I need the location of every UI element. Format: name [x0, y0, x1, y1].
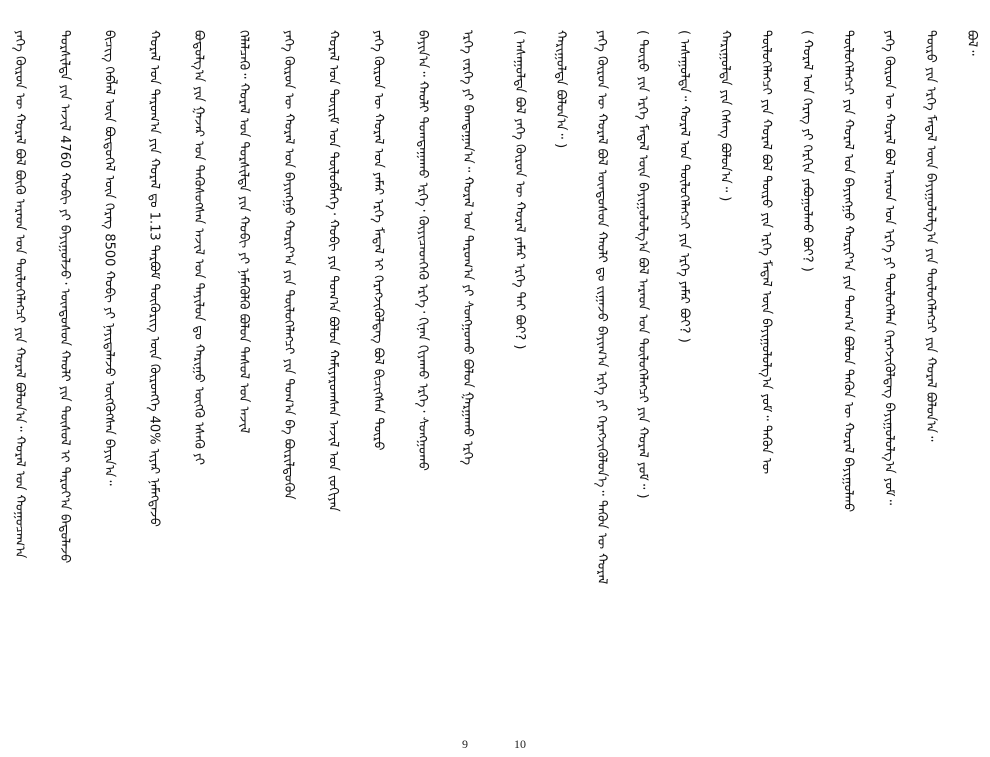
text-column: ᠪᠣᠳᠣᠯᠭ᠎ᠠ ᠶᠢᠨ ᠭᠠᠵᠠᠷ ᠤᠨ ᠲᠡᠭᠦᠰᠦᠭᠰᠡᠨ ᠠᠵᠢᠯ ᠤᠨ ᠲᠠᠶᠢᠯᠤᠨ ᠳᠤ ᠬᠠᠷᠢᠭᠤ ᠥᠭᠬᠦ ᠡᠰᠡᠬᠦ ᠶᠢ — [191, 30, 207, 466]
text-column: ᠬᠡᠯᠡᠯᠴᠡᠬᠦ᠃ ᠬᠤᠷᠠᠯ ᠤᠨ ᠲᠤᠷᠰᠢᠯᠲᠠ ᠶᠢᠨ ᠬᠤᠪᠢ ᠶᠢ ᠨᠡᠮᠡᠭᠦᠯᠬᠦ ᠪᠣᠯᠤᠨ ᠳᠠᠰᠤᠯ ᠤᠨ ᠠᠵᠢᠯ — [235, 30, 251, 434]
page-number-right: 10 — [514, 737, 526, 751]
text-column: ᠬᠠᠷᠢᠭᠤᠯᠲᠠ ᠶᠢᠨ ᠬᠡᠰᠡᠭ ᠪᠣᠯᠤᠨ᠎ᠠ᠃ ) — [717, 30, 733, 202]
text-column: ᠬᠤᠷᠠᠯ ᠤᠨ ᠳᠦᠷᠢᠮ ᠤᠨ ᠲᠥᠯᠦᠪᠯᠡᠭᠡ᠂ ᠬᠤᠪᠢ ᠶᠢᠨ ᠲᠣᠭ᠎ᠠ ᠪᠣᠯᠤᠨ ᠬᠠᠮᠢᠶᠠᠷᠤᠭᠰᠠᠨ ᠠᠵᠢᠯ ᠤᠨ ᠵᠣᠬᠢᠶᠠᠨ — [325, 30, 341, 512]
text-column: ( ᠠᠰᠠᠭᠤᠯᠲᠠ᠃ ᠬᠤᠷᠠᠯ ᠤᠨ ᠲᠥᠯᠦᠭᠡᠯᠡᠭᠴᠢ ᠶᠢᠨ ᠡᠷᠬᠡ ᠶᠠᠮᠠᠷ ᠪᠤᠢ? ) — [676, 30, 692, 343]
text-column: ᠡᠷᠬᠡ ᠵᠡᠷᠭᠡ ᠶᠢ ᠪᠠᠭᠲᠠᠭᠠᠨ᠎ᠠ᠃ ᠬᠤᠷᠠᠯ ᠤᠨ ᠳᠠᠷᠤᠭ᠎ᠠ ᠶᠢ ᠰᠣᠩᠭᠤᠬᠤ ᠪᠣᠯᠤᠨ ᠭᠠᠷᠭᠠᠬᠤ ᠡᠷᠬᠡ — [459, 30, 475, 466]
text-column: ᠪᠠᠶᠢᠨ᠎ᠠ᠃ ᠬᠠᠤᠯᠢ ᠲᠣᠭᠲᠠᠭᠠᠬᠤ ᠡᠷᠬᠡ᠂ ᠭᠦᠶᠢᠴᠡᠳᠭᠡᠬᠦ ᠡᠷᠬᠡ᠂ ᠬᠢᠨᠠᠨ ᠬᠢᠶᠠᠬᠤ ᠡᠷᠬᠡ᠂ ᠰᠣᠩᠭᠤᠬᠤ — [415, 30, 431, 471]
text-column: ᠪᠢᠴᠢᠭ ᠬᠡᠪᠯᠡᠯ ᠦᠨ ᠪᠦᠲᠦᠭᠡᠯ ᠦᠨ ᠬᠡᠷᠡᠭ 8500 ᠬᠤᠪᠢ ᠶᠢ ᠨᠡᠶᠢᠲᠡᠯᠡᠵᠦ ᠥᠭᠭᠦᠭᠰᠡᠨ ᠪᠠᠶᠢᠨ᠎ᠠ᠃ — [101, 30, 117, 486]
text-column: ᠶᠡᠬᠡ ᠭᠦᠷᠦᠨ ᠦ ᠬᠤᠷᠠᠯ ᠪᠣᠯ ᠪᠦᠬᠦ ᠠᠷᠠᠳ ᠤᠨ ᠲᠥᠯᠦᠭᠡᠯᠡᠭᠴᠢ ᠶᠢᠨ ᠬᠤᠷᠠᠯ ᠪᠣᠯᠤᠨ᠎ᠠ᠃ ᠬᠤᠷᠠᠯ ᠤᠨ ᠬᠤᠭᠤᠴᠠᠭ᠎ᠠ — [12, 30, 27, 559]
right-page — [508, 30, 982, 725]
left-page — [8, 30, 478, 725]
text-column: ᠬᠠᠷᠢᠭᠤᠯᠲᠠ ᠪᠣᠯᠤᠨ᠎ᠠ᠃ ) — [553, 30, 569, 149]
text-column: ᠲᠤᠷᠰᠢᠯᠲᠠ ᠶᠢᠨ ᠠᠵᠢᠯ 4760 ᠬᠤᠪᠢ ᠶᠢ ᠪᠠᠶᠢᠭᠤᠯᠵᠤ᠂ ᠦᠨᠳᠦᠰᠦᠨ ᠬᠠᠤᠯᠢ ᠶᠢᠨ ᠲᠥᠰᠥᠯ ᠢ ᠳᠠᠷᠤᠶ᠎ᠠ ᠪᠠᠲᠤᠯᠠᠵᠤ — [56, 30, 72, 564]
text-column: ᠲᠥᠯᠦᠭᠡᠯᠡᠭᠴᠢ ᠶᠢᠨ ᠬᠤᠷᠠᠯ ᠪᠣᠯ ᠲᠥᠷᠥ ᠶᠢᠨ ᠡᠷᠬᠡ ᠮᠡᠳᠡᠯ ᠦᠨ ᠪᠠᠶᠢᠭᠤᠯᠤᠯᠭ᠎ᠠ ᠶᠤᠮ᠃ ᠲᠡᠭᠦᠨ ᠦ — [758, 30, 774, 475]
text-column: ᠪᠣᠯ᠃ — [963, 30, 979, 56]
text-column: ( ᠠᠰᠠᠭᠤᠯᠲᠠ ᠪᠣᠯ ᠶᠡᠬᠡ ᠭᠦᠷᠦᠨ ᠦ ᠬᠤᠷᠠᠯ ᠶᠠᠮᠠᠷ ᠡᠷᠬᠡ ᠲᠠᠢ ᠪᠤᠢ? ) — [512, 30, 527, 350]
text-column: ᠶᠡᠬᠡ ᠭᠦᠷᠦᠨ ᠦ ᠬᠤᠷᠠᠯ ᠪᠣᠯ ᠠᠷᠠᠳ ᠤᠨ ᠡᠷᠬᠡ ᠶᠢ ᠲᠥᠯᠦᠭᠡᠯᠡᠨ ᠬᠡᠷᠡᠭᠵᠢᠭᠦᠯᠳᠡᠭ ᠪᠠᠶᠢᠭᠤᠯᠤᠯᠭ᠎ᠠ ᠶᠤᠮ᠃ — [881, 30, 897, 506]
text-column: ᠬᠤᠷᠠᠯ ᠤᠨ ᠳᠠᠷᠤᠭ᠎ᠠ ᠶᠢᠨ ᠬᠤᠷᠠᠯ ᠳᠤ 1.13 ᠲᠡᠷᠪᠤᠮ ᠲᠥᠭᠦᠷᠢᠭ ᠦᠨ ᠬᠥᠷᠥᠩᠭᠡ 40% ᠢᠶᠡᠷ ᠨᠡᠮᠡᠭᠳᠡᠵᠦ — [146, 30, 162, 527]
text-column: ᠶᠡᠬᠡ ᠭᠦᠷᠦᠨ ᠦ ᠬᠤᠷᠠᠯ ᠤᠨ ᠪᠠᠶᠢᠩᠭᠤ ᠬᠣᠷᠢᠶ᠎ᠠ ᠶᠢᠨ ᠲᠥᠯᠦᠭᠡᠯᠡᠭᠴᠢ ᠶᠢᠨ ᠲᠣᠭ᠎ᠠ ᠪᠠ ᠪᠦᠷᠢᠯᠳᠦᠭᠦᠨ — [280, 30, 296, 500]
page-number-left: 9 — [462, 737, 468, 751]
text-column: ᠶᠡᠬᠡ ᠭᠦᠷᠦᠨ ᠦ ᠬᠤᠷᠠᠯ ᠪᠣᠯ ᠦᠨᠳᠦᠰᠦᠨ ᠬᠠᠤᠯᠢ ᠳᠤ ᠵᠢᠭᠠᠵᠤ ᠪᠠᠶᠢᠭ᠎ᠠ ᠡᠷᠬᠡ ᠶᠢ ᠬᠡᠷᠡᠭᠵᠢᠭᠦᠯᠦᠨ᠎ᠡ᠃ ᠲᠡᠭᠦᠨ ᠦ ᠬᠤᠷᠠᠯ — [594, 30, 610, 585]
text-column: ᠲᠥᠯᠦᠭᠡᠯᠡᠭᠴᠢ ᠶᠢᠨ ᠬᠤᠷᠠᠯ ᠤᠨ ᠪᠠᠶᠢᠩᠭᠤ ᠬᠣᠷᠢᠶ᠎ᠠ ᠶᠢᠨ ᠲᠣᠭ᠎ᠠ ᠪᠣᠯᠤᠨ ᠲᠡᠭᠦᠨ ᠦ ᠬᠤᠷᠠᠯ ᠪᠠᠶᠢᠭᠤᠯᠬᠤ — [840, 30, 856, 513]
text-column: ( ᠲᠥᠷᠥ ᠶᠢᠨ ᠡᠷᠬᠡ ᠮᠡᠳᠡᠯ ᠦᠨ ᠪᠠᠶᠢᠭᠤᠯᠤᠯᠭ᠎ᠠ ᠪᠣᠯ ᠠᠷᠠᠳ ᠤᠨ ᠲᠥᠯᠦᠭᠡᠯᠡᠭᠴᠢ ᠶᠢᠨ ᠬᠤᠷᠠᠯ ᠶᠤᠮ᠃ ) — [635, 30, 651, 499]
text-column: ᠲᠥᠷᠥ ᠶᠢᠨ ᠡᠷᠬᠡ ᠮᠡᠳᠡᠯ ᠦᠨ ᠪᠠᠶᠢᠭᠤᠯᠤᠯᠭ᠎ᠠ ᠶᠢᠨ ᠲᠥᠯᠦᠭᠡᠯᠡᠭᠴᠢ ᠶᠢᠨ ᠬᠤᠷᠠᠯ ᠪᠣᠯᠤᠨ᠎ᠠ᠃ — [922, 30, 938, 442]
text-column: ᠶᠡᠬᠡ ᠭᠦᠷᠦᠨ ᠦ ᠬᠤᠷᠠᠯ ᠤᠨ ᠶᠠᠮᠠᠷ ᠡᠷᠬᠡ ᠮᠡᠳᠡᠯ ᠢ ᠬᠡᠷᠡᠭᠵᠢᠭᠦᠯᠳᠡᠭ ᠪᠣᠯ ᠪᠢᠴᠢᠭᠰᠡᠨ ᠲᠦᠷᠦ — [370, 30, 386, 451]
text-column: ( ᠬᠤᠷᠠᠯ ᠤᠨ ᠬᠡᠷᠡᠭ ᠶᠢ ᠬᠡᠷᠬᠢᠨ ᠶᠠᠪᠤᠭᠤᠯᠬᠤ ᠪᠤᠢ? ) — [799, 30, 815, 272]
